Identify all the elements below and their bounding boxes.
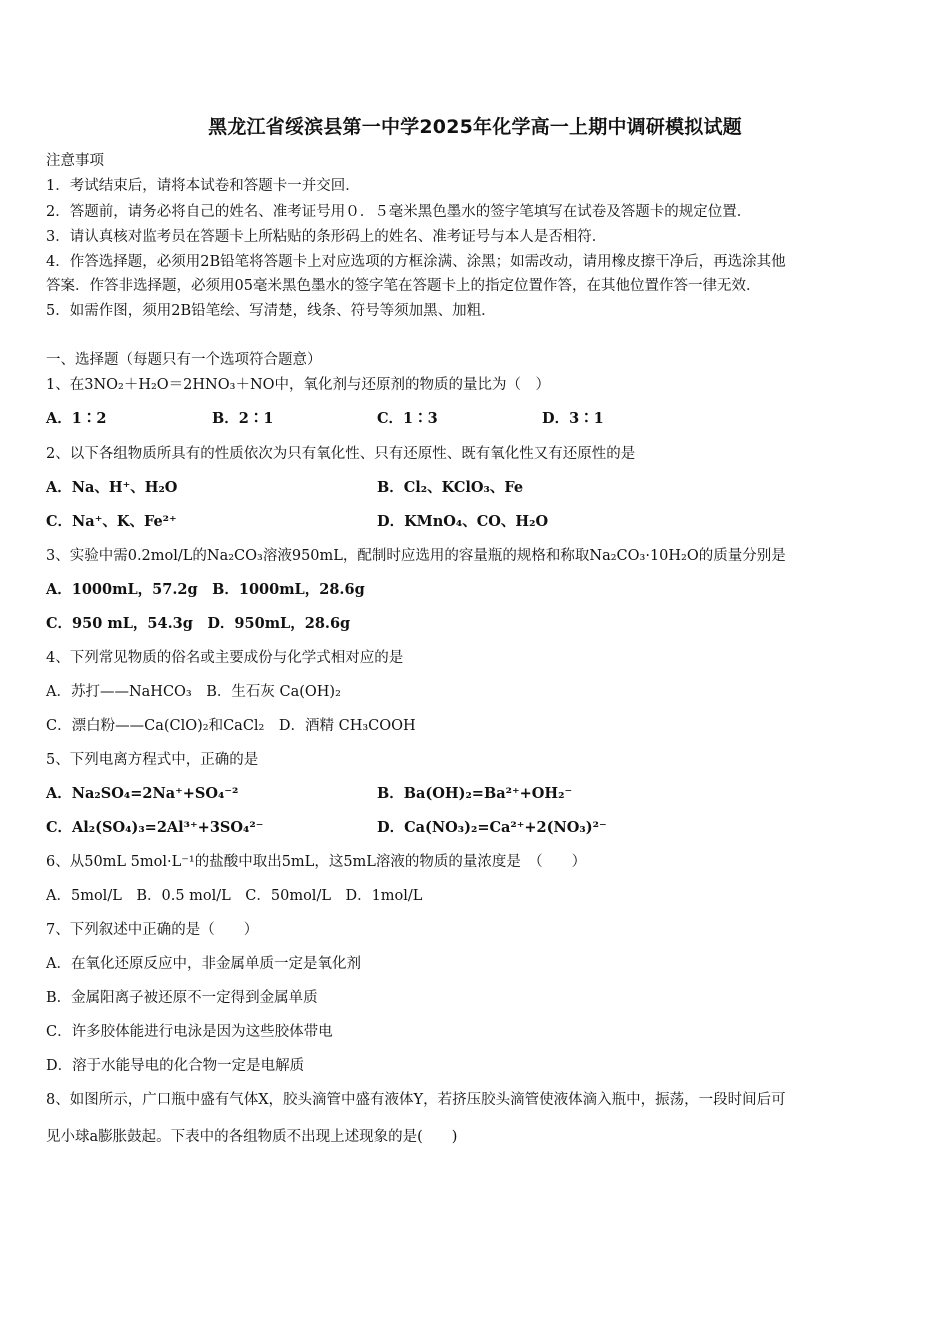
question-5-option-b: B．Ba(OH)₂=Ba²⁺+OH₂⁻ [377, 785, 573, 802]
notice-heading: 注意事项 [46, 153, 104, 169]
question-3-options-ab: A．1000mL，57.2g B．1000mL，28.6g [46, 581, 365, 598]
question-8-stem-line-1: 8、如图所示，广口瓶中盛有气体X，胶头滴管中盛有液体Y，若挤压胶头滴管使液体滴入瓶中，振荡，一段时间后可 [46, 1092, 786, 1108]
question-1-stem: 1、在3NO₂＋H₂O＝2HNO₃＋NO中，氧化剂与还原剂的物质的量比为（ ） [46, 377, 551, 393]
notice-item-2: 2．答题前，请务必将自己的姓名、准考证号用０．５毫米黑色墨水的签字笔填写在试卷及答题卡的规定位置． [46, 204, 752, 220]
question-5-option-d: D．Ca(NO₃)₂=Ca²⁺+2(NO₃)²⁻ [377, 819, 607, 836]
question-2-option-c: C．Na⁺、K、Fe²⁺ [46, 513, 177, 530]
question-2-stem: 2、以下各组物质所具有的性质依次为只有氧化性、只有还原性、既有氧化性又有还原性的是 [46, 446, 636, 462]
notice-item-1: 1．考试结束后，请将本试卷和答题卡一并交回． [46, 178, 360, 194]
question-3-stem: 3、实验中需0.2mol/L的Na₂CO₃溶液950mL，配制时应选用的容量瓶的规格和称取Na₂CO₃·10H₂O的质量分别是 [46, 548, 786, 564]
notice-item-4-cont: 答案．作答非选择题，必须用05毫米黑色墨水的签字笔在答题卡上的指定位置作答，在其他位置作答一律无效． [46, 278, 761, 294]
question-7-option-b: B．金属阳离子被还原不一定得到金属单质 [46, 990, 318, 1006]
section-heading: 一、选择题（每题只有一个选项符合题意） [46, 352, 322, 368]
question-3-options-cd: C．950 mL，54.3g D．950mL，28.6g [46, 615, 351, 632]
notice-item-4: 4．作答选择题，必须用2B铅笔将答题卡上对应选项的方框涂满、涂黑；如需改动，请用橡皮擦干净后，再选涂其他 [46, 254, 786, 270]
question-6-stem: 6、从50mL 5mol·L⁻¹的盐酸中取出5mL，这5mL溶液的物质的量浓度是 （ ） [46, 854, 587, 870]
question-7-option-a: A．在氧化还原反应中，非金属单质一定是氧化剂 [46, 956, 361, 972]
question-8-stem-line-2: 见小球a膨胀鼓起。下表中的各组物质不出现上述现象的是( ) [46, 1129, 458, 1145]
question-1-option-b: B．2∶1 [212, 410, 274, 427]
question-4-stem: 4、下列常见物质的俗名或主要成份与化学式相对应的是 [46, 650, 404, 666]
page-title: 黑龙江省绥滨县第一中学2025年化学高一上期中调研模拟试题 [208, 116, 742, 138]
question-4-options-ab: A．苏打——NaHCO₃ B．生石灰 Ca(OH)₂ [46, 684, 341, 700]
question-5-stem: 5、下列电离方程式中，正确的是 [46, 752, 259, 768]
question-2-option-a: A．Na、H⁺、H₂O [46, 479, 178, 496]
question-2-option-d: D．KMnO₄、CO、H₂O [377, 513, 549, 530]
question-4-options-cd: C．漂白粉——Ca(ClO)₂和CaCl₂ D．酒精 CH₃COOH [46, 718, 416, 734]
notice-item-3: 3．请认真核对监考员在答题卡上所粘贴的条形码上的姓名、准考证号与本人是否相符． [46, 229, 607, 245]
question-1-option-c: C．1∶3 [377, 410, 438, 427]
question-1-option-d: D．3∶1 [542, 410, 604, 427]
question-5-option-c: C．Al₂(SO₄)₃=2Al³⁺+3SO₄²⁻ [46, 819, 264, 836]
notice-item-5: 5．如需作图，须用2B铅笔绘、写清楚，线条、符号等须加黑、加粗． [46, 303, 496, 319]
question-7-option-c: C．许多胶体能进行电泳是因为这些胶体带电 [46, 1024, 333, 1040]
question-7-option-d: D．溶于水能导电的化合物一定是电解质 [46, 1058, 305, 1074]
question-6-options: A．5mol/L B．0.5 mol/L C．50mol/L D．1mol/L [46, 888, 423, 904]
question-7-stem: 7、下列叙述中正确的是（ ） [46, 922, 259, 938]
question-5-option-a: A．Na₂SO₄=2Na⁺+SO₄⁻² [46, 785, 239, 802]
question-1-option-a: A．1∶2 [46, 410, 107, 427]
question-2-option-b: B．Cl₂、KClO₃、Fe [377, 479, 524, 496]
